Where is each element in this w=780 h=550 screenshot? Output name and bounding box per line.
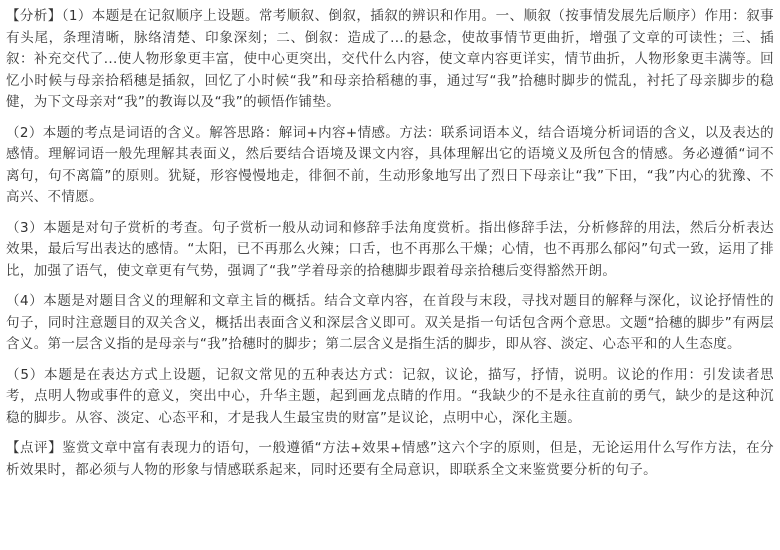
analysis-paragraph-1: 【分析】（1）本题是在记叙顺序上设题。常考顺叙、倒叙，插叙的辨识和作用。一、顺叙（按事情发展先后顺序）作用：叙事有头尾，条理清晰，脉络清楚、印象深刻；二、倒叙：造成了...的悬念，使故事情节更曲折，增强了文章的可读性；三、插叙：补充交代了...使人物形象更丰富，使中心更突出，交代什么内容，使文章内容更详实，情节曲折，人物形象更丰满等。回忆小时候与母亲拾稻穗是插叙，回忆了小时候“我”和母亲拾稻穗的事，通过写“我”拾穗时脚步的慌乱，衬托了母亲脚步的稳健，为下文母亲对“我”的教诲以及“我”的顿悟作铺垫。 (6, 8, 774, 110)
analysis-paragraph-2: （2）本题的考点是词语的含义。解答思路：解词+内容+情感。方法：联系词语本义，结合语境分析词语的含义，以及表达的感情。理解词语一般先理解其表面义，然后要结合语境及课文内容，具体理解出它的语境义及所包含的情感。务必遵循“词不离句，句不离篇”的原则。犹疑，形容慢慢地走，徘徊不前，生动形象地写出了烈日下母亲让“我”下田，“我”内心的犹豫、不高兴、不情愿。 (6, 124, 774, 205)
analysis-paragraph-3: （3）本题是对句子赏析的考查。句子赏析一般从动词和修辞手法角度赏析。指出修辞手法，分析修辞的用法，然后分析表达效果，最后写出表达的感情。“太阳，已不再那么火辣；口舌，也不再那么干燥；心情，也不再那么郁闷”句式一致，运用了排比，加强了语气，使文章更有气势，强调了“我”学着母亲的拾穗脚步跟着母亲拾穗后变得豁然开朗。 (6, 219, 774, 279)
analysis-paragraph-5: （5）本题是在表达方式上设题，记叙文常见的五种表达方式：记叙，议论，描写，抒情，说明。议论的作用：引发读者思考，点明人物或事件的意义，突出中心，升华主题，起到画龙点睛的作用。“我缺少的不是永往直前的勇气，缺少的是这种沉稳的脚步。从容、淡定、心态平和，才是我人生最宝贵的财富”是议论，点明中心，深化主题。 (6, 366, 774, 426)
analysis-paragraph-4: （4）本题是对题目含义的理解和文章主旨的概括。结合文章内容，在首段与末段，寻找对题目的解释与深化，议论抒情性的句子，同时注意题目的双关含义，概括出表面含义和深层含义即可。双关是指一句话包含两个意思。文题“拾穗的脚步”有两层含义。第一层含义指的是母亲与“我”拾穗时的脚步；第二层含义是指生活的脚步，即从容、淡定、心态平和的人生态度。 (6, 293, 774, 352)
comment-paragraph: 【点评】鉴赏文章中富有表现力的语句，一般遵循“方法+效果+情感”这六个字的原则，但是，无论运用什么写作方法，在分析效果时，都必须与人物的形象与情感联系起来，同时还要有全局意识，即联系全文来鉴赏要分析的句子。 (6, 440, 774, 478)
